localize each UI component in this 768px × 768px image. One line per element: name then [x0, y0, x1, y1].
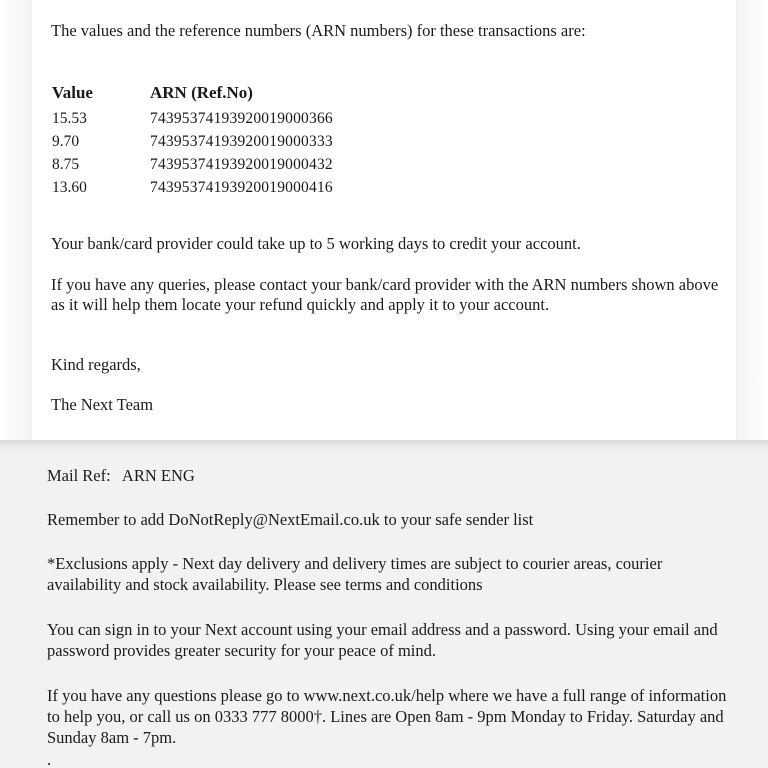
- transaction-value: 9.70: [52, 133, 80, 150]
- mail-ref-label: Mail Ref:: [47, 466, 111, 485]
- email-card: [32, 0, 736, 444]
- arn-column-header: ARN (Ref.No): [150, 83, 253, 102]
- transaction-arn: 74395374193920019000432: [150, 156, 333, 173]
- transaction-arn: 74395374193920019000366: [150, 110, 333, 127]
- sign-in-notice: You can sign in to your Next account using your email address and a password. Using your email and password provides greater security for your peace of mind.: [47, 620, 718, 660]
- transaction-arn: 74395374193920019000416: [150, 179, 333, 196]
- transaction-arn: 74395374193920019000333: [150, 133, 333, 150]
- exclusions-notice: *Exclusions apply - Next day delivery and delivery times are subject to courier areas, courier availability and stock availability. Please see terms and conditions: [47, 554, 663, 594]
- transaction-value: 15.53: [52, 110, 87, 127]
- credit-notice: Your bank/card provider could take up to 5 working days to credit your account.: [51, 234, 581, 253]
- closing-regards: Kind regards,: [51, 355, 141, 374]
- value-column-header: Value: [52, 83, 93, 102]
- table-row: [0, 153, 768, 176]
- trailing-dot: .: [47, 750, 52, 768]
- email-footer: [0, 452, 768, 768]
- transactions-intro: The values and the reference numbers (ARN numbers) for these transactions are:: [51, 21, 586, 40]
- transaction-value: 13.60: [52, 179, 87, 196]
- transaction-value: 8.75: [52, 156, 80, 173]
- table-row: [0, 107, 768, 130]
- card-left-shadow: [0, 0, 32, 444]
- table-row: [0, 130, 768, 153]
- card-right-shadow: [736, 0, 768, 444]
- mail-ref-value: ARN ENG: [121, 466, 195, 485]
- safe-sender-notice: Remember to add DoNotReply@NextEmail.co.uk to your safe sender list: [47, 510, 534, 529]
- signoff: The Next Team: [51, 395, 154, 414]
- queries-notice: If you have any queries, please contact your bank/card provider with the ARN numbers shown above as it will help them locate your refund quickly and apply it to your account.: [51, 275, 719, 314]
- card-divider-shadow: [0, 440, 768, 452]
- transactions-table: [0, 107, 768, 199]
- questions-notice: If you have any questions please go to www.next.co.uk/help where we have a full range of information to help you, or call us on 0333 777 8000†. Lines are Open 8am - 9pm Monday to Friday. Saturday and Sunday 8am - 7pm.: [47, 686, 727, 747]
- table-row: [0, 176, 768, 199]
- mail-reference: [47, 465, 195, 486]
